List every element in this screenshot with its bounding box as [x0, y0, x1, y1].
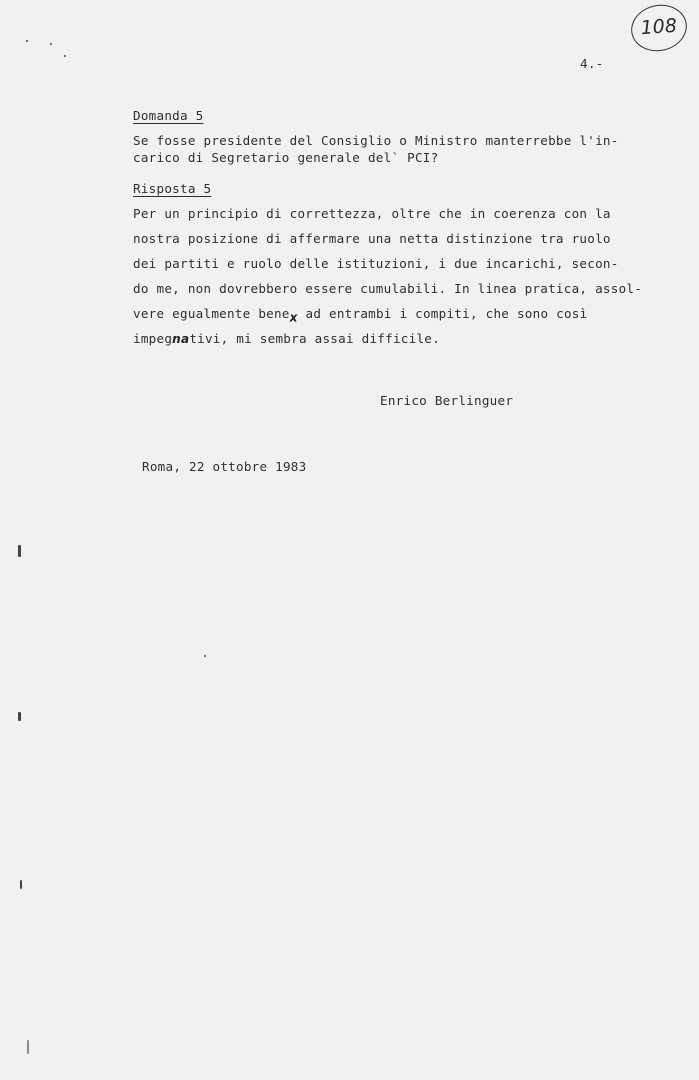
scan-mark: [18, 545, 21, 557]
question-heading: Domanda 5: [133, 108, 204, 123]
scan-mark: [27, 1040, 29, 1054]
scan-mark: [20, 880, 22, 889]
scan-mark: [50, 43, 52, 45]
answer-line: nostra posizione di affermare una netta distinzione tra ruolo: [133, 231, 611, 246]
answer-line: Per un principio di correttezza, oltre che in coerenza con la: [133, 206, 611, 221]
answer-line: dei partiti e ruolo delle istituzioni, i due incarichi, secon-: [133, 256, 619, 271]
archive-number: 108: [639, 14, 678, 40]
question-line: carico di Segretario generale del` PCI?: [133, 150, 439, 165]
answer-line-text: ad entrambi i compiti, che sono così: [297, 306, 588, 321]
answer-line: [133, 331, 440, 347]
answer-line: do me, non dovrebbero essere cumulabili. In linea pratica, assol-: [133, 281, 643, 296]
scan-mark: [26, 40, 28, 42]
signature-name: Enrico Berlinguer: [380, 393, 514, 408]
archive-number-stamp: [627, 0, 691, 56]
handwritten-mark: x: [289, 310, 298, 325]
place-date: Roma, 22 ottobre 1983: [142, 459, 307, 474]
answer-line-text: impeg: [133, 331, 173, 346]
answer-line: [133, 306, 587, 326]
answer-line-text: tivi, mi sembra assai difficile.: [189, 331, 440, 346]
answer-heading: Risposta 5: [133, 181, 212, 196]
scan-mark: [64, 55, 66, 57]
handwritten-correction: na: [172, 332, 190, 346]
question-line: Se fosse presidente del Consiglio o Ministro manterrebbe l'in-: [133, 133, 619, 148]
scan-mark: [18, 712, 21, 721]
scan-mark: [204, 655, 206, 657]
page-number: 4.-: [580, 56, 604, 71]
answer-line-text: vere egualmente bene: [133, 306, 290, 321]
